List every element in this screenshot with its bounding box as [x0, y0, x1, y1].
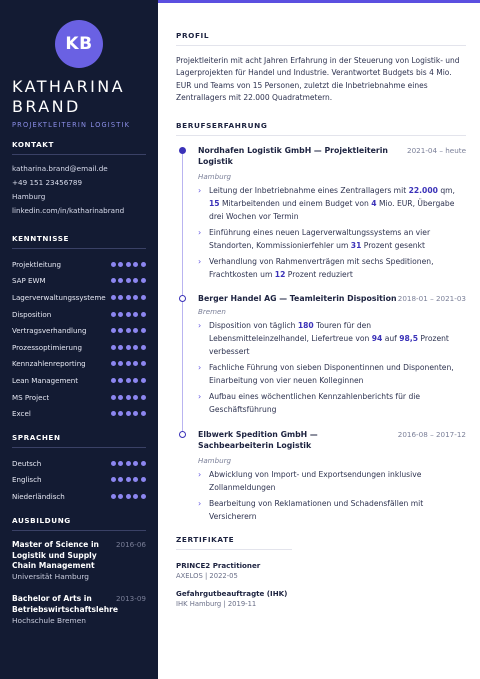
education-heading: AUSBILDUNG	[12, 516, 146, 531]
highlighted-figure: 4	[371, 199, 377, 208]
job-dates: 2016-08 – 2017-12	[397, 430, 466, 439]
education-year: 2016-06	[115, 540, 146, 549]
phone-number: +49 151 23456789	[12, 178, 83, 187]
level-rating	[111, 328, 146, 333]
level-dot-icon	[126, 378, 131, 383]
level-dot-icon	[133, 295, 138, 300]
contact-section	[12, 140, 146, 218]
level-dot-icon	[111, 494, 116, 499]
job-bullet: › Aufbau eines wöchentlichen Kennzahlenberichts für die Geschäftsführung	[198, 392, 421, 414]
job-location: Hamburg	[198, 456, 232, 465]
skill-row	[12, 289, 146, 306]
level-rating	[111, 395, 146, 400]
level-dot-icon	[118, 378, 123, 383]
chevron-right-icon: ›	[198, 257, 202, 266]
level-dot-icon	[141, 378, 146, 383]
certificate-meta: AXELOS | 2022-05	[176, 572, 238, 580]
chevron-right-icon: ›	[198, 186, 202, 195]
level-rating	[111, 262, 146, 267]
timeline-dot-icon	[179, 147, 186, 154]
job-bullets	[198, 319, 466, 419]
skill-name: Projektleitung	[12, 259, 62, 269]
skill-row	[12, 356, 146, 373]
job-title: PROJEKTLEITERIN LOGISTIK	[12, 121, 131, 129]
highlighted-figure: 15	[209, 199, 220, 208]
education-year: 2013-09	[115, 594, 146, 604]
level-rating	[111, 345, 146, 350]
skill-row	[12, 273, 146, 290]
level-dot-icon	[126, 361, 131, 366]
level-dot-icon	[118, 395, 123, 400]
highlighted-figure: 98,5	[399, 334, 418, 343]
level-dot-icon	[133, 461, 138, 466]
level-dot-icon	[126, 278, 131, 283]
level-dot-icon	[126, 328, 131, 333]
level-dot-icon	[118, 295, 123, 300]
level-dot-icon	[126, 411, 131, 416]
highlighted-figure: 180	[297, 321, 314, 330]
level-dot-icon	[111, 378, 116, 383]
languages-heading: SPRACHEN	[12, 433, 146, 448]
last-name: BRAND	[12, 97, 81, 116]
level-dot-icon	[126, 395, 131, 400]
skill-name: Prozessoptimierung	[12, 342, 82, 352]
level-dot-icon	[111, 395, 116, 400]
language-row	[12, 488, 146, 505]
job-heading: Nordhafen Logistik GmbH — Projektleiterin Logistik	[198, 146, 388, 166]
chevron-right-icon: ›	[198, 228, 202, 237]
job-bullet: › Einführung eines neuen Lagerverwaltungssystems an vier Standorten, Kommissionierfehler um 31 Prozent gesenkt	[198, 228, 431, 250]
level-dot-icon	[118, 461, 123, 466]
skill-row	[12, 405, 146, 422]
level-dot-icon	[118, 278, 123, 283]
education-degree: Bachelor of Arts in Betriebswirtschaftslehre	[12, 594, 119, 614]
level-dot-icon	[133, 494, 138, 499]
level-dot-icon	[133, 378, 138, 383]
level-dot-icon	[111, 262, 116, 267]
city: Hamburg	[12, 192, 46, 201]
level-dot-icon	[111, 328, 116, 333]
education-section	[12, 516, 146, 638]
certificate-item	[176, 560, 376, 582]
job-location: Bremen	[198, 307, 226, 316]
chevron-right-icon: ›	[198, 499, 202, 508]
profile-heading: PROFIL	[176, 31, 466, 46]
level-dot-icon	[118, 411, 123, 416]
level-rating	[111, 361, 146, 366]
language-name: Englisch	[12, 475, 42, 485]
contact-heading: KONTAKT	[12, 140, 146, 155]
chevron-right-icon: ›	[198, 363, 202, 372]
timeline-line	[182, 152, 183, 436]
skill-name: MS Project	[12, 392, 50, 402]
level-dot-icon	[126, 312, 131, 317]
level-rating	[111, 494, 146, 499]
level-dot-icon	[118, 361, 123, 366]
level-dot-icon	[126, 461, 131, 466]
job-location: Hamburg	[198, 172, 232, 181]
avatar-initials: KB	[65, 34, 93, 54]
level-dot-icon	[126, 345, 131, 350]
level-dot-icon	[111, 361, 116, 366]
level-dot-icon	[126, 477, 131, 482]
skill-name: Excel	[12, 409, 31, 419]
level-dot-icon	[133, 345, 138, 350]
level-dot-icon	[133, 262, 138, 267]
certificate-meta: IHK Hamburg | 2019-11	[176, 600, 257, 608]
level-dot-icon	[141, 312, 146, 317]
level-dot-icon	[141, 345, 146, 350]
job-bullets	[198, 468, 466, 526]
level-dot-icon	[111, 461, 116, 466]
skill-name: Disposition	[12, 309, 52, 319]
job-dates: 2018-01 – 2021-03	[397, 294, 466, 303]
skill-row	[12, 339, 146, 356]
level-dot-icon	[141, 278, 146, 283]
skills-heading: KENNTNISSE	[12, 234, 146, 249]
level-dot-icon	[118, 477, 123, 482]
language-row	[12, 455, 146, 472]
level-dot-icon	[133, 361, 138, 366]
job-bullets	[198, 184, 466, 284]
level-rating	[111, 477, 146, 482]
level-dot-icon	[141, 395, 146, 400]
skill-name: Kennzahlenreporting	[12, 359, 86, 369]
name-block	[12, 77, 152, 129]
skill-name: Lean Management	[12, 375, 79, 385]
level-dot-icon	[126, 494, 131, 499]
certificate-name: PRINCE2 Practitioner	[176, 561, 261, 570]
highlighted-figure: 31	[350, 241, 362, 250]
chevron-right-icon: ›	[198, 392, 202, 401]
skill-name: SAP EWM	[12, 276, 46, 286]
education-degree: Master of Science in Logistik und Supply Chain Management	[12, 540, 99, 571]
level-dot-icon	[111, 278, 116, 283]
skills-list	[12, 256, 146, 422]
level-dot-icon	[141, 295, 146, 300]
level-dot-icon	[126, 295, 131, 300]
skill-name: Lagerverwaltungssysteme	[12, 292, 106, 302]
education-item	[12, 540, 146, 582]
level-dot-icon	[111, 345, 116, 350]
sidebar	[0, 0, 158, 679]
level-rating	[111, 378, 146, 383]
level-dot-icon	[133, 477, 138, 482]
languages-section	[12, 433, 146, 505]
highlighted-figure: 22.000	[408, 186, 438, 195]
level-dot-icon	[141, 461, 146, 466]
experience-heading: BERUFSERFAHRUNG	[176, 121, 466, 136]
level-dot-icon	[111, 411, 116, 416]
chevron-right-icon: ›	[198, 470, 202, 479]
level-dot-icon	[118, 262, 123, 267]
level-dot-icon	[133, 278, 138, 283]
education-school: Hochschule Bremen	[12, 615, 86, 625]
language-row	[12, 472, 146, 489]
level-dot-icon	[141, 477, 146, 482]
job-bullet: › Bearbeitung von Reklamationen und Schadensfällen mit Versicherern	[198, 499, 424, 521]
job-heading: Berger Handel AG — Teamleiterin Disposition	[198, 294, 397, 303]
level-dot-icon	[126, 262, 131, 267]
level-dot-icon	[141, 262, 146, 267]
level-dot-icon	[141, 494, 146, 499]
level-dot-icon	[118, 345, 123, 350]
linkedin-link[interactable]: linkedin.com/in/katharinabrand	[12, 206, 125, 215]
language-name: Niederländisch	[12, 491, 65, 501]
languages-list	[12, 455, 146, 505]
level-rating	[111, 411, 146, 416]
job-heading: Elbwerk Spedition GmbH — Sachbearbeiterin Logistik	[198, 430, 318, 450]
job-dates: 2021-04 – heute	[407, 146, 466, 155]
certificate-name: Gefahrgutbeauftragte (IHK)	[176, 589, 288, 598]
level-dot-icon	[118, 494, 123, 499]
job-bullet: › Leitung der Inbetriebnahme eines Zentrallagers mit 22.000 qm, 15 Mitarbeitenden und einem Budget von 4 Mio. EUR, Übergabe drei Wochen vor Termin	[198, 186, 455, 221]
first-name: KATHARINA	[12, 77, 126, 96]
chevron-right-icon: ›	[198, 321, 202, 330]
skill-name: Vertragsverhandlung	[12, 326, 87, 336]
level-rating	[111, 312, 146, 317]
profile-text: Projektleiterin mit acht Jahren Erfahrung in der Steuerung von Logistik- und Lagerprojekten für Handel und Industrie. Verantwortet Budgets bis 4 Mio. EUR und Teams von 15 Personen, zuletzt die Inbetriebnahme eines Zentrallagers mit 22.000 Quadratmetern.	[176, 56, 460, 102]
skill-row	[12, 372, 146, 389]
job-bullet: › Verhandlung von Rahmenverträgen mit sechs Speditionen, Frachtkosten um 12 Prozent reduziert	[198, 257, 434, 279]
level-rating	[111, 461, 146, 466]
timeline-dot-icon	[179, 295, 186, 302]
level-dot-icon	[141, 411, 146, 416]
experience-timeline	[176, 140, 466, 521]
level-rating	[111, 278, 146, 283]
level-dot-icon	[141, 328, 146, 333]
level-dot-icon	[118, 328, 123, 333]
language-name: Deutsch	[12, 458, 42, 468]
level-dot-icon	[133, 411, 138, 416]
job-bullet: › Fachliche Führung von sieben Disponentinnen und Disponenten, Einarbeitung von vier neuen Kolleginnen	[198, 363, 454, 385]
level-dot-icon	[111, 312, 116, 317]
highlighted-figure: 12	[274, 270, 286, 279]
education-item	[12, 594, 146, 626]
level-dot-icon	[141, 361, 146, 366]
timeline-dot-icon	[179, 431, 186, 438]
top-accent-stripe	[158, 0, 480, 3]
skill-row	[12, 322, 146, 339]
avatar	[55, 20, 103, 68]
highlighted-figure: 94	[371, 334, 383, 343]
level-rating	[111, 295, 146, 300]
email-link[interactable]: katharina.brand@email.de	[12, 164, 108, 173]
skill-row	[12, 306, 146, 323]
skills-section	[12, 234, 146, 422]
job-bullet: › Disposition von täglich 180 Touren für den Lebensmitteleinzelhandel, Liefertreue von 94 auf 98,5 Prozent verbessert	[198, 321, 449, 356]
level-dot-icon	[133, 395, 138, 400]
skill-row	[12, 389, 146, 406]
level-dot-icon	[111, 477, 116, 482]
level-dot-icon	[133, 328, 138, 333]
job-bullet: › Abwicklung von Import- und Exportsendungen inklusive Zollanmeldungen	[198, 470, 422, 492]
certificates-heading: ZERTIFIKATE	[176, 535, 292, 550]
certificate-item	[176, 588, 376, 610]
skill-row	[12, 256, 146, 273]
level-dot-icon	[111, 295, 116, 300]
level-dot-icon	[118, 312, 123, 317]
education-school: Universität Hamburg	[12, 571, 89, 581]
level-dot-icon	[133, 312, 138, 317]
